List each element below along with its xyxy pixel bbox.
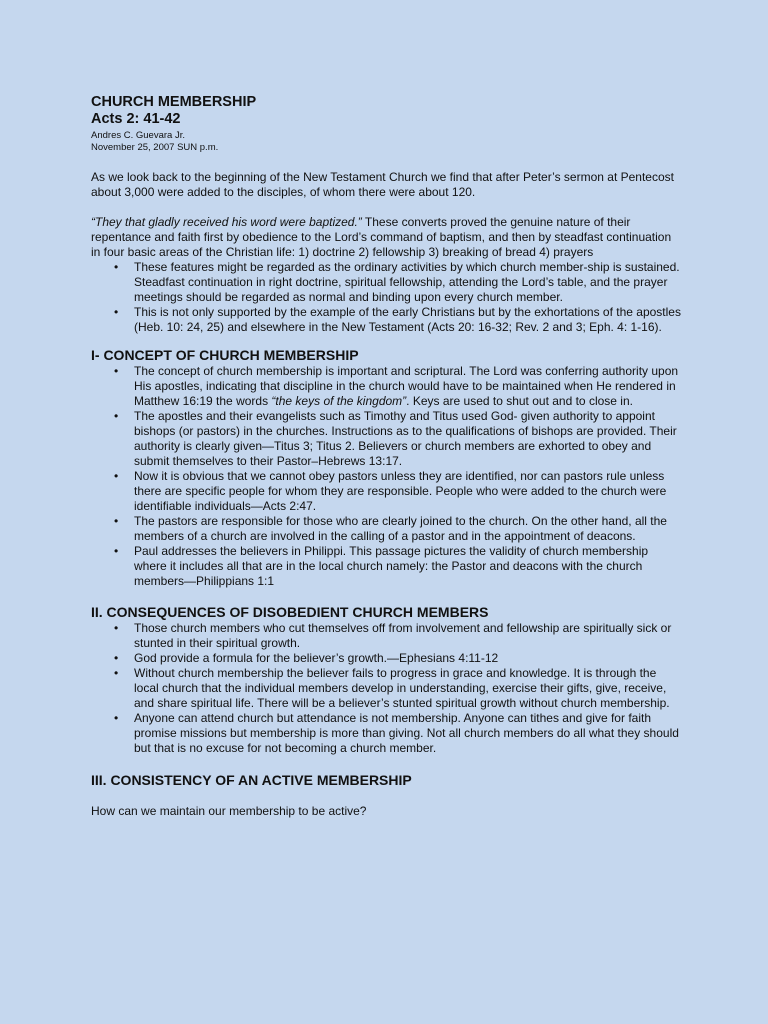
- document-content: [91, 94, 681, 819]
- quote-paragraph: [91, 215, 681, 260]
- document-title: CHURCH MEMBERSHIP: [91, 94, 257, 110]
- list-item: [134, 364, 681, 409]
- sermon-date: November 25, 2007 SUN p.m.: [91, 141, 219, 153]
- list-item: • This is not only supported by the example of the early Christians but by the exhortations of the apostles (Heb. 10: 24, 25) and elsewhere in the New Testament (Acts 20: 16-32; Rev. 2 and 3; Eph. 4: 1-16).: [134, 305, 681, 335]
- list-item: • The pastors are responsible for those who are clearly joined to the church. On the other hand, all the members of a church are involved in the calling of a pastor and in the appointment of deacons.: [134, 514, 681, 544]
- list-item: • These features might be regarded as the ordinary activities by which church member-ship is sustained. Steadfast continuation in right doctrine, spiritual fellowship, attending the Lord’s table, and the prayer meetings should be regarded as normal and binding upon every church member.: [134, 260, 681, 305]
- quote-paragraph-text: These converts proved the genuine nature of their repentance and faith first by obedience to the Lord’s command of baptism, and then by steadfast continuation in four basic areas of the Christian life: 1) doctrine 2) fellowship 3) breaking of bread 4) prayers: [91, 215, 672, 259]
- consequences-bullet-list: [91, 621, 681, 756]
- list-item: • Now it is obvious that we cannot obey pastors unless they are identified, nor can pastors rule unless there are specific people for whom they are responsible. People who were added to the church were identifiable individuals—Acts 2:47.: [134, 469, 681, 514]
- concept-bullet-list: [91, 364, 681, 589]
- list-item-text: The concept of church membership is important and scriptural. The Lord was conferring authority upon His apostles, indicating that discipline in the church would have to be maintained when He rendered in Matthew 16:19 the words: [134, 364, 679, 408]
- list-item: • The apostles and their evangelists such as Timothy and Titus used God- given authority to appoint bishops (or pastors) in the churches. Instructions as to the qualifications of bishops are provided. Their authority is clearly given—Titus 3; Titus 2. Believers or church members are exhorted to obey and submit themselves to their Pastor–Hebrews 13:17.: [134, 409, 681, 469]
- intro-paragraph: As we look back to the beginning of the New Testament Church we find that after Peter’s sermon at Pentecost about 3,000 were added to the disciples, of whom there were about 120.: [91, 170, 674, 199]
- section-heading-consistency: III. CONSISTENCY OF AN ACTIVE MEMBERSHIP: [91, 772, 412, 788]
- keys-of-kingdom-quote: “the keys of the kingdom”: [271, 394, 407, 408]
- closing-question: How can we maintain our membership to be active?: [91, 804, 367, 818]
- author-name: Andres C. Guevara Jr.: [91, 130, 185, 141]
- list-item: • Those church members who cut themselves off from involvement and fellowship are spiritually sick or stunted in their spiritual growth.: [134, 621, 681, 651]
- list-item: • God provide a formula for the believer’s growth.—Ephesians 4:11-12: [134, 651, 681, 666]
- list-item: • Anyone can attend church but attendance is not membership. Anyone can tithes and give for faith promise missions but membership is more than giving. Not all church members do all what they should but that is no excuse for not becoming a church member.: [134, 711, 681, 756]
- section-heading-consequences: II. CONSEQUENCES OF DISOBEDIENT CHURCH MEMBERS: [91, 604, 489, 620]
- list-item: • Without church membership the believer fails to progress in grace and knowledge. It is through the local church that the individual members develop in understanding, exercise their gifts, give, receive, and share spiritual life. There will be a believer’s stunted spiritual growth without church membership.: [134, 666, 681, 711]
- scripture-reference: Acts 2: 41-42: [91, 111, 181, 127]
- list-item: • Paul addresses the believers in Philippi. This passage pictures the validity of church membership where it includes all that are in the local church namely: the Pastor and deacons with the church members—Philippians 1:1: [134, 544, 681, 589]
- intro-bullet-list: [91, 260, 681, 335]
- section-heading-concept: I- CONCEPT OF CHURCH MEMBERSHIP: [91, 347, 359, 363]
- scripture-quote: “They that gladly received his word were baptized.”: [91, 215, 362, 229]
- list-item-text-end: . Keys are used to shut out and to close in.: [406, 394, 633, 408]
